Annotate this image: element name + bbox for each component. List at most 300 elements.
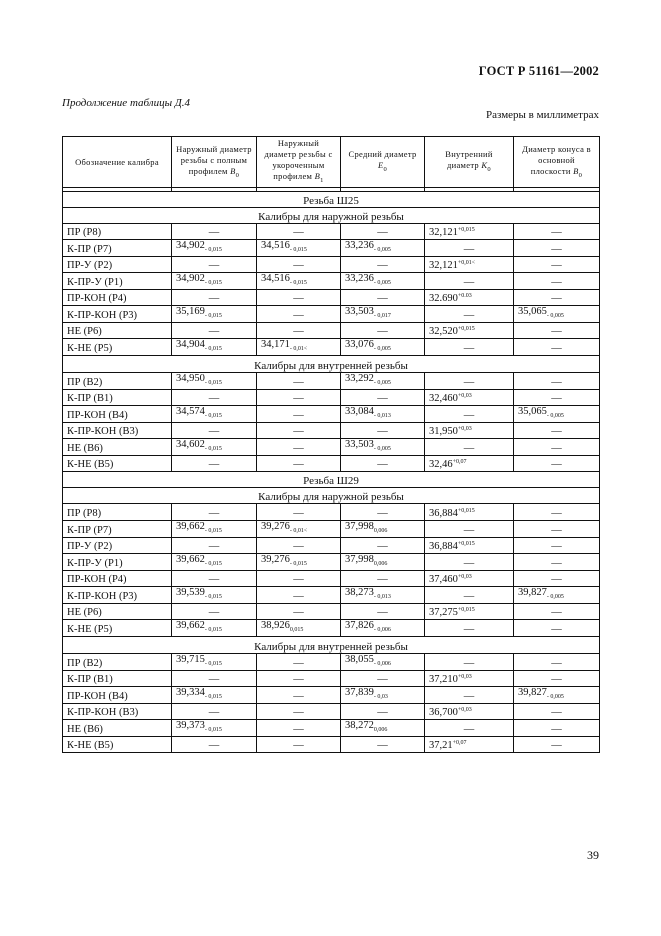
lower-tolerance: - 0,017 <box>373 313 391 319</box>
value-cell <box>514 704 600 720</box>
value-cell <box>341 439 425 456</box>
group-title: Калибры для наружной резьбы <box>63 488 600 504</box>
lower-tolerance: - 0,005 <box>373 247 391 253</box>
value-cell <box>425 439 514 456</box>
nominal-value: — <box>551 293 562 304</box>
nominal-value: 33,503 <box>345 306 374 317</box>
nominal-value: — <box>463 525 475 536</box>
nominal-value: 39,276 <box>261 554 290 565</box>
nominal-value: — <box>551 724 562 735</box>
value-cell <box>257 620 341 637</box>
value-cell <box>341 339 425 356</box>
value-cell <box>257 323 341 339</box>
nominal-value: — <box>293 426 304 437</box>
table-row <box>63 620 600 637</box>
value-cell <box>172 620 257 637</box>
value-cell <box>425 704 514 720</box>
value-cell <box>257 456 341 472</box>
value-cell <box>425 390 514 406</box>
value-cell <box>425 306 514 323</box>
table-row <box>63 737 600 753</box>
nominal-value: 32,460 <box>429 393 458 404</box>
nominal-value: 34,516 <box>261 240 290 251</box>
value-cell <box>257 687 341 704</box>
nominal-value: — <box>463 691 475 702</box>
value-cell <box>257 373 341 390</box>
nominal-value: — <box>293 607 304 618</box>
col-header-major-truncated: Наружный диаметр резьбы с укороченным профилем $B_1$ <box>257 137 341 188</box>
value-cell <box>425 504 514 521</box>
lower-tolerance: - 0,005 <box>546 313 564 319</box>
nominal-value: — <box>463 310 475 321</box>
value-cell <box>341 240 425 257</box>
gauge-designation: ПР-КОН (В4) <box>63 687 172 704</box>
nominal-value: 39,539 <box>176 587 205 598</box>
upper-tolerance: +0,07 <box>452 459 467 465</box>
lower-tolerance: - 0,015 <box>204 661 222 667</box>
lower-tolerance: - 0,013 <box>373 594 391 600</box>
value-cell <box>425 423 514 439</box>
value-cell <box>425 604 514 620</box>
gauge-designation: К-НЕ (В5) <box>63 737 172 753</box>
value-cell <box>257 571 341 587</box>
gauge-designation: ПР-У (Р2) <box>63 257 172 273</box>
value-cell <box>341 290 425 306</box>
nominal-value: — <box>293 574 304 585</box>
gauge-designation: ПР (В2) <box>63 654 172 671</box>
nominal-value: — <box>463 277 475 288</box>
nominal-value: — <box>377 326 388 337</box>
value-cell <box>514 504 600 521</box>
lower-tolerance: - 0,015 <box>204 247 222 253</box>
value-cell <box>341 737 425 753</box>
value-cell <box>172 406 257 423</box>
nominal-value: — <box>551 574 562 585</box>
value-cell <box>425 554 514 571</box>
nominal-value: 33,292 <box>345 373 374 384</box>
nominal-value: 35,169 <box>176 306 205 317</box>
nominal-value: 36,884 <box>429 541 458 552</box>
value-cell <box>514 456 600 472</box>
value-cell <box>172 240 257 257</box>
value-cell <box>257 339 341 356</box>
value-cell <box>514 521 600 538</box>
nominal-value: 38,273 <box>345 587 374 598</box>
standard-designation: ГОСТ Р 51161—2002 <box>478 64 599 78</box>
gauge-designation: ПР (В2) <box>63 373 172 390</box>
nominal-value: 34,602 <box>176 439 205 450</box>
nominal-value: — <box>463 558 475 569</box>
nominal-value: — <box>208 740 220 751</box>
nominal-value: 39,276 <box>261 521 290 532</box>
value-cell <box>514 554 600 571</box>
gauge-designation: К-ПР-У (Р1) <box>63 554 172 571</box>
nominal-value: — <box>208 574 220 585</box>
gauge-designation: ПР-КОН (В4) <box>63 406 172 423</box>
table-row <box>63 257 600 273</box>
value-cell <box>514 290 600 306</box>
nominal-value: 33,503 <box>345 439 374 450</box>
col-header-minor: Внутренний диаметр $K_0$ <box>425 137 514 188</box>
value-cell <box>172 587 257 604</box>
gauge-designation: НЕ (В6) <box>63 720 172 737</box>
value-cell <box>257 720 341 737</box>
gauge-designation: К-ПР (В1) <box>63 671 172 687</box>
nominal-value: — <box>551 377 562 388</box>
nominal-value: — <box>208 508 220 519</box>
nominal-value: — <box>293 508 304 519</box>
upper-tolerance: +0,07 <box>452 740 467 746</box>
nominal-value: — <box>463 658 475 669</box>
value-cell <box>425 687 514 704</box>
value-cell <box>514 654 600 671</box>
gauge-designation: К-ПР-КОН (Р3) <box>63 587 172 604</box>
value-cell <box>257 504 341 521</box>
table-row <box>63 456 600 472</box>
lower-tolerance: 0,006 <box>373 727 388 733</box>
value-cell <box>341 257 425 273</box>
value-cell <box>425 240 514 257</box>
nominal-value: — <box>293 541 304 552</box>
nominal-value: 32,46 <box>429 459 453 470</box>
col-header-major-full: Наружный диаметр резьбы с полным профилем $B_0$ <box>172 137 257 188</box>
nominal-value: 32,121 <box>429 227 458 238</box>
table-row <box>63 538 600 554</box>
nominal-value: 37,826 <box>345 620 374 631</box>
nominal-value: — <box>463 591 475 602</box>
lower-tolerance: - 0,015 <box>204 694 222 700</box>
gauge-designation: К-ПР (В1) <box>63 390 172 406</box>
table-row <box>63 687 600 704</box>
value-cell <box>341 687 425 704</box>
value-cell <box>172 339 257 356</box>
nominal-value: 34,904 <box>176 339 205 350</box>
nominal-value: 33,076 <box>345 339 374 350</box>
value-cell <box>257 654 341 671</box>
lower-tolerance: - 0,03 <box>373 694 388 700</box>
nominal-value: — <box>293 260 304 271</box>
nominal-value: — <box>551 658 562 669</box>
nominal-value: 33,236 <box>345 240 374 251</box>
section-row <box>63 192 600 208</box>
value-cell <box>172 290 257 306</box>
nominal-value: 34,902 <box>176 273 205 284</box>
group-row <box>63 637 600 654</box>
value-cell <box>341 224 425 240</box>
nominal-value: 37,275 <box>429 607 458 618</box>
group-row <box>63 356 600 373</box>
value-cell <box>257 240 341 257</box>
gauge-designation: НЕ (Р6) <box>63 323 172 339</box>
value-cell <box>514 306 600 323</box>
value-cell <box>425 737 514 753</box>
value-cell <box>425 290 514 306</box>
col-header-designation: Обозначение калибра <box>63 137 172 188</box>
value-cell <box>514 339 600 356</box>
value-cell <box>341 406 425 423</box>
nominal-value: — <box>208 260 220 271</box>
upper-tolerance: +0,03 <box>457 393 472 399</box>
nominal-value: — <box>463 724 475 735</box>
table-row <box>63 587 600 604</box>
nominal-value: 37,210 <box>429 674 458 685</box>
table-row <box>63 273 600 290</box>
nominal-value: — <box>208 607 220 618</box>
value-cell <box>425 373 514 390</box>
value-cell <box>257 257 341 273</box>
nominal-value: — <box>377 541 388 552</box>
section-row <box>63 472 600 488</box>
value-cell <box>257 273 341 290</box>
upper-tolerance: +0,03 <box>457 674 472 680</box>
value-cell <box>341 704 425 720</box>
nominal-value: 38,926 <box>261 620 290 631</box>
value-cell <box>514 240 600 257</box>
value-cell <box>172 604 257 620</box>
lower-tolerance: - 0,015 <box>204 528 222 534</box>
nominal-value: 33,084 <box>345 406 374 417</box>
col-header-cone: Диаметр конуса в основной плоскости $B_0$ <box>514 137 600 188</box>
nominal-value: — <box>293 724 304 735</box>
nominal-value: — <box>377 674 388 685</box>
value-cell <box>514 737 600 753</box>
lower-tolerance: - 0,005 <box>373 446 391 452</box>
gauge-designation: К-ПР (Р7) <box>63 240 172 257</box>
gauge-designation: К-ПР-КОН (В3) <box>63 423 172 439</box>
value-cell <box>172 257 257 273</box>
lower-tolerance: - 0,015 <box>289 280 307 286</box>
table-row <box>63 704 600 720</box>
units-note: Размеры в миллиметрах <box>486 109 599 121</box>
lower-tolerance: - 0,015 <box>204 594 222 600</box>
table-row <box>63 554 600 571</box>
lower-tolerance: - 0,015 <box>204 446 222 452</box>
lower-tolerance: - 0,01< <box>289 528 308 534</box>
lower-tolerance: - 0,015 <box>204 280 222 286</box>
value-cell <box>172 671 257 687</box>
value-cell <box>514 604 600 620</box>
upper-tolerance: +0,03 <box>457 426 472 432</box>
table-header-row <box>63 137 600 188</box>
value-cell <box>257 306 341 323</box>
nominal-value: 34,574 <box>176 406 205 417</box>
upper-tolerance: +0,03 <box>457 574 472 580</box>
nominal-value: — <box>377 426 388 437</box>
nominal-value: — <box>551 326 562 337</box>
value-cell <box>341 390 425 406</box>
nominal-value: — <box>551 541 562 552</box>
lower-tolerance: - 0,015 <box>204 346 222 352</box>
value-cell <box>172 439 257 456</box>
value-cell <box>514 587 600 604</box>
value-cell <box>257 423 341 439</box>
value-cell <box>514 273 600 290</box>
nominal-value: 36,700 <box>429 707 458 718</box>
lower-tolerance: - 0,015 <box>204 727 222 733</box>
page-number: 39 <box>587 848 599 862</box>
nominal-value: — <box>551 244 562 255</box>
nominal-value: — <box>293 674 304 685</box>
value-cell <box>514 390 600 406</box>
value-cell <box>257 521 341 538</box>
table-row <box>63 240 600 257</box>
nominal-value: 35,065 <box>518 306 547 317</box>
lower-tolerance: - 0,005 <box>373 380 391 386</box>
nominal-value: — <box>208 674 220 685</box>
nominal-value: — <box>551 525 562 536</box>
nominal-value: 39,662 <box>176 521 205 532</box>
value-cell <box>341 423 425 439</box>
gauge-designation: НЕ (Р6) <box>63 604 172 620</box>
nominal-value: — <box>551 508 562 519</box>
nominal-value: — <box>551 707 562 718</box>
value-cell <box>425 521 514 538</box>
value-cell <box>341 620 425 637</box>
nominal-value: — <box>377 293 388 304</box>
value-cell <box>514 323 600 339</box>
value-cell <box>341 273 425 290</box>
nominal-value: — <box>208 326 220 337</box>
value-cell <box>257 604 341 620</box>
gauge-designation: ПР-КОН (Р4) <box>63 571 172 587</box>
lower-tolerance: - 0,015 <box>289 561 307 567</box>
lower-tolerance: 0,006 <box>373 561 388 567</box>
nominal-value: — <box>551 624 562 635</box>
section-title: Резьба Ш29 <box>63 472 600 488</box>
value-cell <box>514 423 600 439</box>
value-cell <box>341 587 425 604</box>
nominal-value: — <box>551 393 562 404</box>
upper-tolerance: +0,015 <box>457 607 475 613</box>
value-cell <box>172 456 257 472</box>
value-cell <box>341 671 425 687</box>
upper-tolerance: +0,015 <box>457 541 475 547</box>
upper-tolerance: +0.03 <box>457 293 472 299</box>
value-cell <box>172 423 257 439</box>
nominal-value: — <box>208 459 220 470</box>
lower-tolerance: - 0,005 <box>546 694 564 700</box>
gauge-designation: К-ПР (Р7) <box>63 521 172 538</box>
value-cell <box>425 257 514 273</box>
nominal-value: — <box>377 459 388 470</box>
table-row <box>63 390 600 406</box>
nominal-value: 34,950 <box>176 373 205 384</box>
nominal-value: 37,998 <box>345 554 374 565</box>
nominal-value: — <box>293 410 304 421</box>
nominal-value: 37,21 <box>429 740 453 751</box>
nominal-value: 36,884 <box>429 508 458 519</box>
nominal-value: — <box>293 740 304 751</box>
upper-tolerance: +0,015 <box>457 227 475 233</box>
group-title: Калибры для внутренней резьбы <box>63 637 600 654</box>
value-cell <box>341 538 425 554</box>
nominal-value: — <box>293 707 304 718</box>
value-cell <box>514 720 600 737</box>
value-cell <box>257 390 341 406</box>
nominal-value: — <box>377 508 388 519</box>
nominal-value: — <box>551 426 562 437</box>
lower-tolerance: - 0,015 <box>204 561 222 567</box>
nominal-value: — <box>293 459 304 470</box>
value-cell <box>172 737 257 753</box>
value-cell <box>341 456 425 472</box>
table-row <box>63 720 600 737</box>
value-cell <box>172 373 257 390</box>
nominal-value: 32,520 <box>429 326 458 337</box>
value-cell <box>425 587 514 604</box>
value-cell <box>514 571 600 587</box>
table-body <box>63 192 600 753</box>
value-cell <box>514 687 600 704</box>
table-row <box>63 504 600 521</box>
value-cell <box>172 504 257 521</box>
nominal-value: — <box>293 658 304 669</box>
value-cell <box>425 224 514 240</box>
upper-tolerance: +0,015 <box>457 326 475 332</box>
value-cell <box>341 521 425 538</box>
gauge-designation: К-ПР-КОН (В3) <box>63 704 172 720</box>
value-cell <box>514 671 600 687</box>
value-cell <box>341 323 425 339</box>
value-cell <box>257 538 341 554</box>
nominal-value: — <box>208 227 220 238</box>
value-cell <box>257 704 341 720</box>
nominal-value: 34,902 <box>176 240 205 251</box>
lower-tolerance: - 0,015 <box>204 380 222 386</box>
value-cell <box>172 704 257 720</box>
gauge-designation: ПР-КОН (Р4) <box>63 290 172 306</box>
gauge-designation: ПР-У (Р2) <box>63 538 172 554</box>
value-cell <box>257 554 341 571</box>
nominal-value: — <box>377 393 388 404</box>
nominal-value: 38,272 <box>345 720 374 731</box>
nominal-value: — <box>208 707 220 718</box>
value-cell <box>425 406 514 423</box>
table-row <box>63 290 600 306</box>
gauge-designation: К-ПР-У (Р1) <box>63 273 172 290</box>
lower-tolerance: 0,006 <box>373 528 388 534</box>
value-cell <box>257 737 341 753</box>
value-cell <box>425 538 514 554</box>
nominal-value: — <box>377 574 388 585</box>
nominal-value: — <box>551 459 562 470</box>
value-cell <box>172 654 257 671</box>
table-row <box>63 306 600 323</box>
value-cell <box>341 604 425 620</box>
value-cell <box>257 587 341 604</box>
gauge-designation: ПР (Р8) <box>63 224 172 240</box>
nominal-value: — <box>551 343 562 354</box>
value-cell <box>172 554 257 571</box>
value-cell <box>257 224 341 240</box>
group-title: Калибры для внутренней резьбы <box>63 356 600 373</box>
lower-tolerance: 0,015 <box>289 627 304 633</box>
table-row <box>63 671 600 687</box>
value-cell <box>172 323 257 339</box>
table-row <box>63 604 600 620</box>
gauge-designation: НЕ (В6) <box>63 439 172 456</box>
value-cell <box>425 571 514 587</box>
value-cell <box>172 306 257 323</box>
lower-tolerance: - 0,015 <box>204 627 222 633</box>
value-cell <box>514 620 600 637</box>
table-continuation-caption: Продолжение таблицы Д.4 <box>62 97 191 109</box>
value-cell <box>172 687 257 704</box>
value-cell <box>341 373 425 390</box>
table-row <box>63 224 600 240</box>
nominal-value: — <box>551 607 562 618</box>
upper-tolerance: +0,01< <box>457 260 476 266</box>
